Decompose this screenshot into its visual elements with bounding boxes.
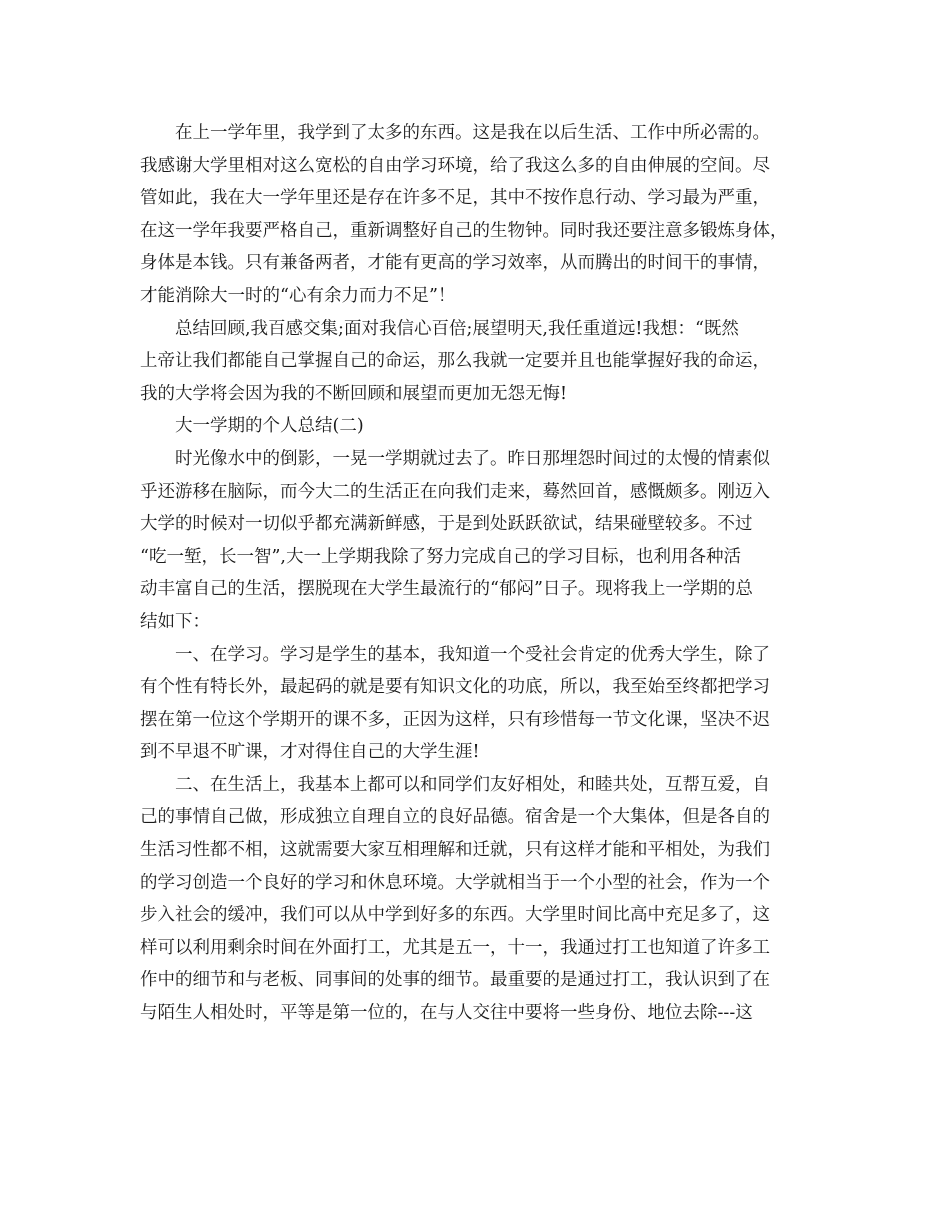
text-line: 身体是本钱。只有兼备两者，才能有更高的学习效率，从而腾出的时间干的事情， [140,253,770,274]
text-line: 生活习性都不相，这就需要大家互相理解和迁就，只有这样才能和平相处，为我们 [140,840,770,861]
text-line: 上帝让我们都能自己掌握自己的命运，那么我就一定要并且也能掌握好我的命运， [140,351,770,372]
text-line: 动丰富自己的生活，摆脱现在大学生最流行的“郁闷”日子。现将我上一学期的总 [140,579,753,600]
text-line: 步入社会的缓冲，我们可以从中学到好多的东西。大学里时间比高中充足多了，这 [140,905,770,926]
text-line: 有个性有特长外，最起码的就是要有知识文化的功底，所以，我至始至终都把学习 [140,677,770,698]
text-line: 摆在第一位这个学期开的课不多，正因为这样，只有珍惜每一节文化课，坚决不迟 [140,709,770,730]
text-line: 结如下： [140,611,210,632]
text-line: 才能消除大一时的“心有余力而力不足”！ [140,285,456,306]
text-line: 与陌生人相处时，平等是第一位的，在与人交往中要将一些身份、地位去除---这 [140,1003,753,1024]
text-line: 在这一学年我要严格自己，重新调整好自己的生物钟。同时我还要注意多锻炼身体， [140,220,788,241]
document-body [140,117,820,1030]
paragraph-first-line: 大一学期的个人总结(二) [175,416,364,437]
text-line: “吃一堑，长一智”,大一上学期我除了努力完成自己的学习目标，也利用各种活 [140,546,741,567]
text-line: 到不早退不旷课，才对得住自己的大学生涯! [140,742,480,763]
text-line: 样可以利用剩余时间在外面打工，尤其是五一，十一，我通过打工也知道了许多工 [140,937,770,958]
paragraph-first-line: 二、在生活上，我基本上都可以和同学们友好相处，和睦共处，互帮互爱，自 [175,774,770,795]
text-line: 作中的细节和与老板、同事间的处事的细节。最重要的是通过打工，我认识到了在 [140,970,770,991]
paragraph-first-line: 一、在学习。学习是学生的基本，我知道一个受社会肯定的优秀大学生，除了 [175,644,770,665]
text-line: 管如此，我在大一学年里还是存在许多不足，其中不按作息行动、学习最为严重， [140,188,770,209]
text-line: 的学习创造一个良好的学习和休息环境。大学就相当于一个小型的社会，作为一个 [140,872,770,893]
text-line: 我的大学将会因为我的不断回顾和展望而更加无怨无悔! [140,383,568,404]
paragraph-first-line: 总结回顾,我百感交集;面对我信心百倍;展望明天,我任重道远!我想：“既然 [175,318,739,339]
paragraph-first-line: 时光像水中的倒影，一晃一学期就过去了。昨日那埋怨时间过的太慢的情素似 [175,448,770,469]
text-line: 大学的时候对一切似乎都充满新鲜感，于是到处跃跃欲试，结果碰壁较多。不过 [140,514,753,535]
text-line: 己的事情自己做，形成独立自理自立的良好品德。宿舍是一个大集体，但是各自的 [140,807,770,828]
text-line: 乎还游移在脑际，而今大二的生活正在向我们走来，蓦然回首，感慨颇多。刚迈入 [140,481,770,502]
paragraph-first-line: 在上一学年里，我学到了太多的东西。这是我在以后生活、工作中所必需的。 [175,123,770,143]
text-line: 我感谢大学里相对这么宽松的自由学习环境，给了我这么多的自由伸展的空间。尽 [140,155,770,176]
